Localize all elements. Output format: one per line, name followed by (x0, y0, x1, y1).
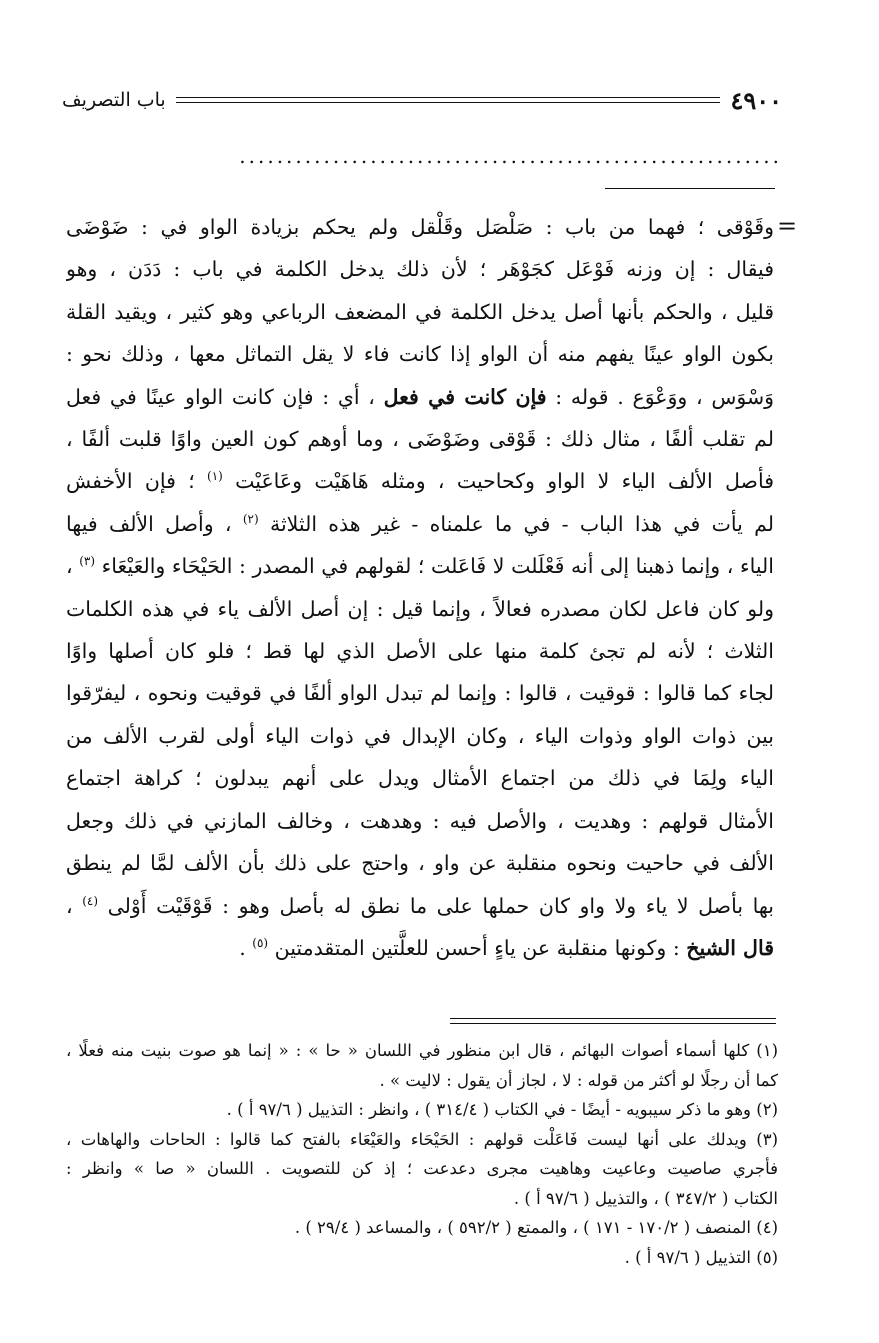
text-line (66, 418, 774, 460)
footnote-line: (٣) ويدلك على أنها ليست فَاعَلْت قولهم : الحَيْحَاء والعَيْعَاء بالفتح كما قالوا : الحاحات والهاهات ، (66, 1129, 778, 1149)
footnote-line: كما أن رجلًا لو أكثر من قوله : لا ، لجاز أن يقول : لاليت » . (379, 1070, 778, 1090)
footnotes-section (66, 1036, 778, 1272)
text-line (66, 927, 774, 969)
text-line (66, 376, 774, 418)
footnote-line: (٤) المنصف ( ١٧٠/٢ - ١٧١ ) ، والممتع ( ٥٩٢/٢ ) ، والمساعد ( ٢٩/٤ ) . (294, 1218, 778, 1237)
dotted-separator: .......................................................... (239, 146, 782, 166)
line-text: ؛ فإن الأخفش (66, 469, 208, 494)
line-text: الألف في حاحيت ونحوه منقلبة عن واو ، واحتج على ذلك بأن الألف لمَّا لم ينطق (66, 851, 774, 876)
line-text: بين ذوات الواو وذوات الياء ، وكان الإبدال في ذوات الياء أولى لقرب الألف من (66, 723, 774, 748)
text-line (66, 672, 774, 714)
line-text: ، وأصل الألف فيها (66, 511, 243, 536)
footnote-line: فأجري صاصيت وعاعيت وهاهيت مجرى دعدعت ؛ إذ كن للتصويت . اللسان « صا » وانظر : (66, 1159, 778, 1178)
line-text: فيقال : إن وزنه فَوْعَل كجَوْهَر ؛ لأن ذلك يدخل الكلمة في باب : دَدَن ، وهو (66, 257, 774, 282)
text-line (66, 206, 774, 248)
text-line (66, 545, 774, 587)
continuation-mark: = (777, 212, 798, 240)
text-line (66, 503, 774, 545)
line-text: الثلاث ؛ لأنه لم تجئ كلمة منها على الأصل الذي لها قط ؛ فلو كان أصلها واوًا (66, 639, 774, 664)
line-text: بها بأصل لا ياء ولا واو كان حملها على ما نطق له بأصل وهو : قَوْقَيْت أَوْلى (98, 893, 774, 918)
line-text: الياء ولِمَا في ذلك من اجتماع الأمثال ويدل على أنهم يبدلون ؛ كراهة اجتماع (66, 766, 774, 791)
text-line (66, 248, 774, 290)
line-text: فأصل الألف الياء لا الواو وكحاحيت ، ومثله هَاهَيْت وعَاعَيْت (222, 469, 774, 494)
footnote-reference: (٥) (252, 936, 269, 951)
header-rule (176, 97, 721, 103)
footnote-reference: (١) (207, 469, 223, 484)
text-line (66, 715, 774, 757)
footnote-separator-rule (450, 1018, 776, 1024)
text-line (66, 800, 774, 842)
line-text: ولو كان فاعل لكان مصدره فعالاً ، وإنما قيل : إن أصل الألف ياء في هذه الكلمات (66, 596, 774, 621)
page-number: ٤٩٠٠ (730, 85, 782, 115)
text-line (66, 757, 774, 799)
line-text: بكون الواو عينًا يفهم منه أن الواو إذا كانت فاء لا يقل التماثل معها ، وذلك نحو : (66, 342, 774, 367)
bold-term: قال الشيخ (686, 935, 774, 960)
top-separator-rule (605, 188, 775, 189)
line-text: لم يأت في هذا الباب - في ما علمناه - غير هذه الثلاثة (258, 511, 774, 536)
footnote-reference: (٢) (242, 512, 259, 527)
line-text: قليل ، والحكم بأنها أصل يدخل الكلمة في المضعف الرباعي وهو كثير ، ويقيد القلة (66, 299, 774, 324)
line-text: ، (66, 893, 83, 918)
line-text: . (239, 935, 253, 960)
line-text: ، أي : فإن كانت الواو عينًا في فعل (66, 384, 384, 409)
line-text: : وكونها منقلبة عن ياءٍ أحسن للعلَّتين المتقدمتين (268, 935, 687, 960)
text-line (66, 460, 774, 502)
footnote-line: (٢) وهو ما ذكر سيبويه - أيضًا - في الكتاب ( ٣١٤/٤ ) ، وانظر : التذييل ( ٩٧/٦ أ ) . (226, 1100, 778, 1119)
line-text: لجاء كما قالوا : قوقيت ، قالوا : وإنما لم تبدل الواو ألفًا في قوقيت ونحوه ، ليفرّقوا (66, 681, 774, 706)
text-line (66, 333, 774, 375)
line-text: وَسْوَس ، ووَعْوَع . قوله : (546, 384, 774, 409)
page-header (62, 82, 782, 118)
line-text: الياء ، وإنما ذهبنا إلى أنه فَعْلَلت لا فَاعَلت ؛ لقولهم في المصدر : الحَيْحَاء والعَيْعَاء (95, 554, 774, 579)
footnote-line: الكتاب ( ٣٤٧/٢ ) ، والتذييل ( ٩٧/٦ أ ) . (513, 1188, 778, 1208)
footnote-line: (١) كلها أسماء أصوات البهائم ، قال ابن منظور في اللسان « حا » : « إنما هو صوت بنيت منه فعلًا ، (66, 1041, 778, 1060)
text-line (66, 291, 774, 333)
text-line (66, 588, 774, 630)
footnote-line: (٥) التذييل ( ٩٧/٦ أ ) . (624, 1247, 778, 1267)
line-text: الأمثال قولهم : وهديت ، والأصل فيه : وهدهت ، وخالف المازني في ذلك وجعل (66, 808, 774, 833)
line-text: لم تقلب ألفًا ، مثال ذلك : قَوْقى وضَوْضَى ، وما أوهم كون العين واوًا قلبت ألفًا ، (66, 427, 774, 452)
main-text-body (66, 206, 774, 969)
text-line (66, 842, 774, 884)
footnote-reference: (٣) (79, 554, 96, 569)
line-text: وقَوْقى ؛ فهما من باب : صَلْصَل وقَلْقل ولم يحكم بزيادة الواو في : ضَوْضَى (66, 215, 774, 239)
text-line (66, 885, 774, 927)
text-line (66, 630, 774, 672)
footnote-reference: (٤) (82, 893, 99, 908)
bold-term: فإن كانت في فعل (383, 384, 547, 409)
chapter-title: باب التصريف (62, 89, 166, 111)
line-text: ، (66, 554, 80, 579)
